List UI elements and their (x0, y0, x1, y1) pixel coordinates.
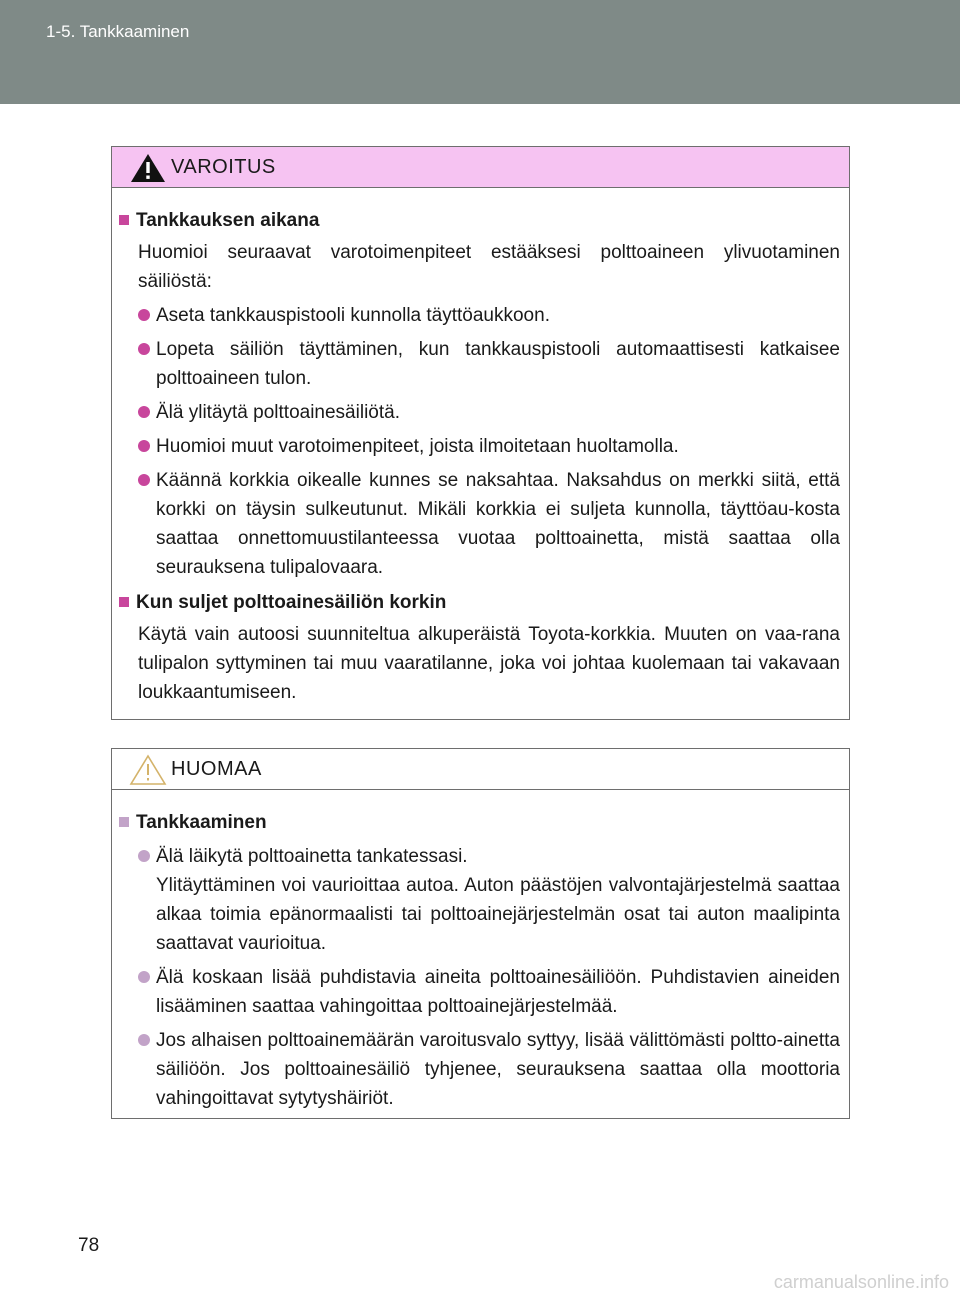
round-bullet-icon (138, 971, 150, 983)
square-bullet-icon (119, 597, 129, 607)
list-item: Huomioi muut varotoimenpiteet, joista ilmoitetaan huoltamolla. (119, 432, 840, 461)
round-bullet-icon (138, 1034, 150, 1046)
list-item: Aseta tankkauspistooli kunnolla täyttöaukkoon. (119, 301, 840, 330)
warning-triangle-icon (129, 152, 167, 184)
notice-body (112, 790, 849, 1131)
round-bullet-icon (138, 850, 150, 862)
round-bullet-icon (138, 309, 150, 321)
list-item: Käännä korkkia oikealle kunnes se naksahtaa. Naksahdus on merkki siitä, että korkki on täysin sulkeutunut. Mikäli korkkia ei suljeta kunnolla, täyttöau-kosta saattaa onnettomuustilanteessa vuotaa polttoainetta, mistä saattaa olla seurauksena tulipalovaara. (119, 466, 840, 582)
caution-triangle-outline-icon (129, 754, 167, 786)
section-title: 1-5. Tankkaaminen (46, 22, 190, 41)
round-bullet-icon (138, 474, 150, 486)
warning-body (112, 188, 849, 725)
list-item: Lopeta säiliön täyttäminen, kun tankkauspistooli automaattisesti katkaisee polttoaineen tulon. (119, 335, 840, 393)
list-item: Jos alhaisen polttoainemäärän varoitusvalo syttyy, lisää välittömästi poltto-ainetta säiliöön. Jos polttoainesäiliö tyhjenee, seurauksena saattaa olla moottoria vahingoittavat sytytyshäiriöt. (119, 1026, 840, 1113)
round-bullet-icon (138, 440, 150, 452)
round-bullet-icon (138, 343, 150, 355)
list-item: Älä läikytä polttoainetta tankatessasi. Ylitäyttäminen voi vaurioittaa autoa. Auton päästöjen valvontajärjestelmä saattaa alkaa toimia epänormaalisti tai polttoainejärjestelmän osat tai auton maalipinta saattavat vaurioitua. (119, 842, 840, 958)
notice-box (111, 748, 850, 1119)
section-heading: Tankkauksen aikana (119, 206, 840, 235)
list-item: Älä koskaan lisää puhdistavia aineita polttoainesäiliöön. Puhdistavien aineiden lisääminen saattaa vahingoittaa polttoainejärjestelmää. (119, 963, 840, 1021)
notice-title: HUOMAA (171, 758, 262, 780)
warning-title: VAROITUS (171, 156, 276, 178)
round-bullet-icon (138, 406, 150, 418)
section-intro: Käytä vain autoosi suunniteltua alkuperäistä Toyota-korkkia. Muuten on vaa-rana tulipalon syttyminen tai muu vaaratilanne, joka voi johtaa kuolemaan tai vakavaan loukkaantumiseen. (138, 624, 840, 703)
section-heading: Tankkaaminen (119, 808, 840, 837)
square-bullet-icon (119, 817, 129, 827)
page-number: 78 (78, 1235, 100, 1256)
warning-box (111, 146, 850, 720)
square-bullet-icon (119, 215, 129, 225)
warning-header (112, 147, 849, 188)
notice-header (112, 749, 849, 790)
section-heading: Kun suljet polttoainesäiliön korkin (119, 588, 840, 617)
watermark: carmanualsonline.info (773, 1272, 949, 1292)
page-header (0, 0, 960, 104)
list-item: Älä ylitäytä polttoainesäiliötä. (119, 398, 840, 427)
section-intro: Huomioi seuraavat varotoimenpiteet estääksesi polttoaineen ylivuotaminen säiliöstä: (138, 242, 840, 292)
